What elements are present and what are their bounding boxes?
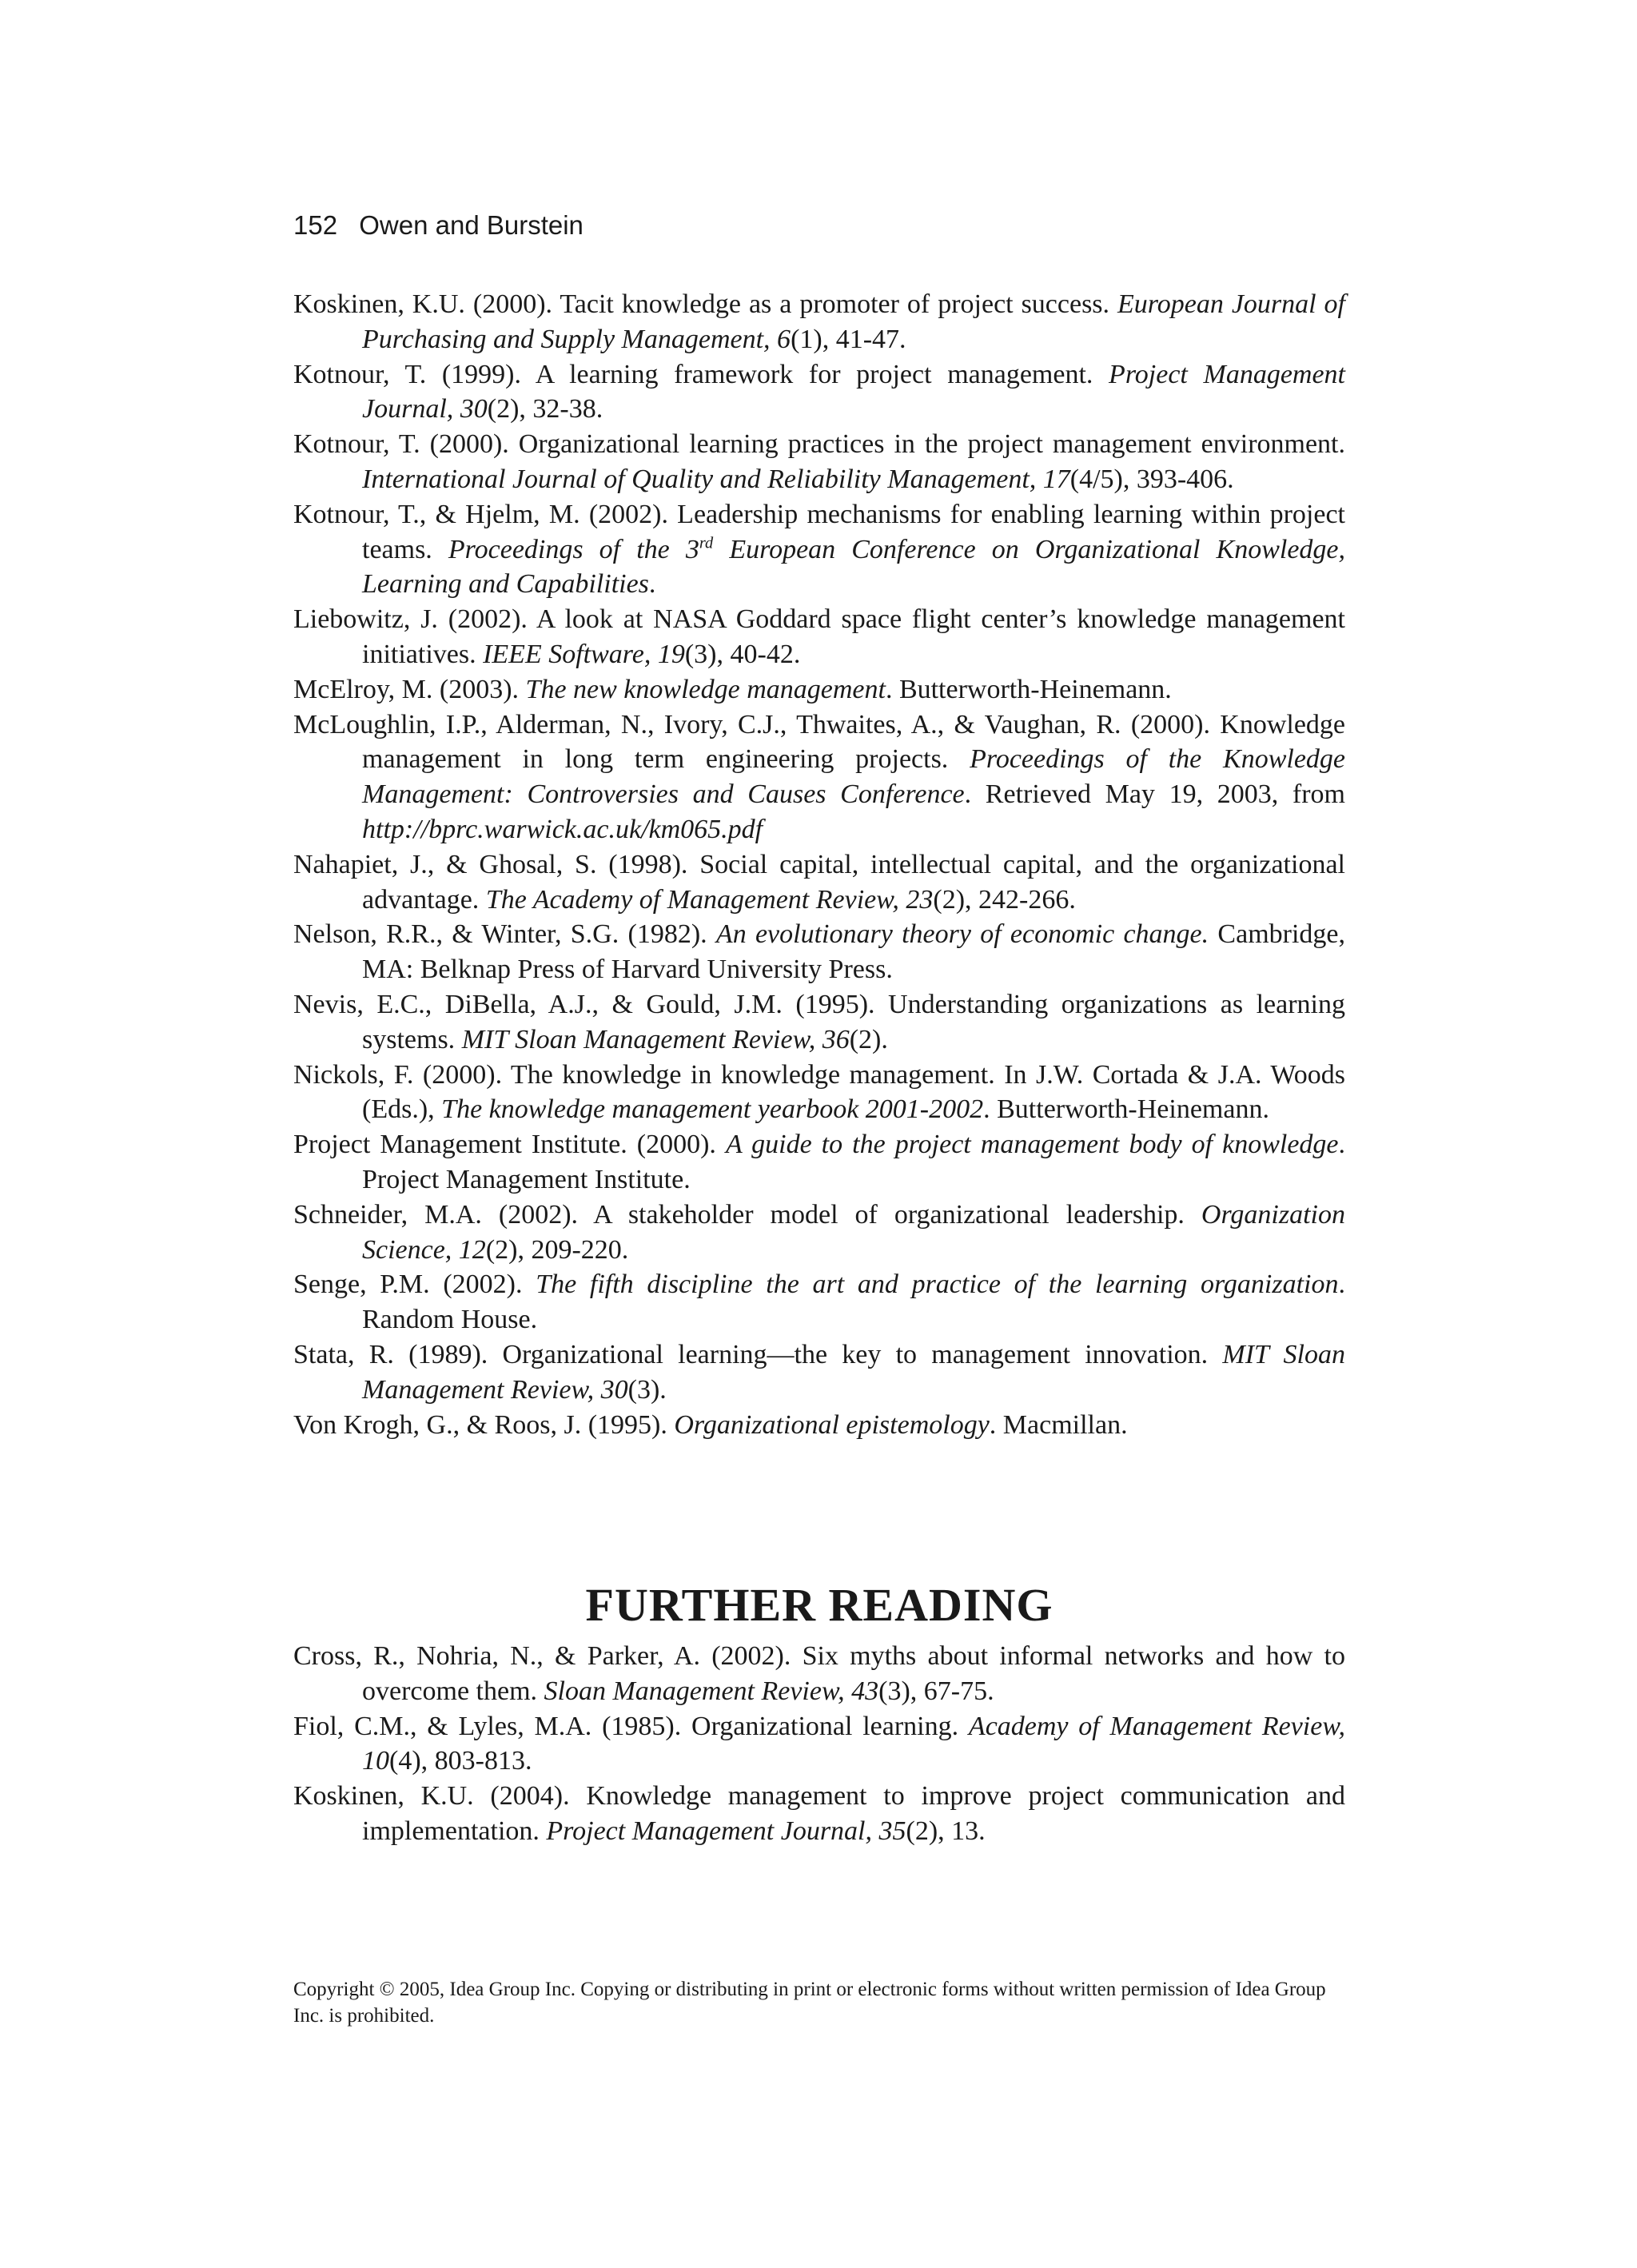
reference-entry bbox=[293, 1127, 1345, 1198]
reference-source: MIT Sloan Management Review, 36 bbox=[461, 1024, 850, 1054]
reference-tail: (2), 32-38. bbox=[487, 394, 603, 425]
page-number: 152 bbox=[293, 210, 338, 240]
section-heading: FURTHER READING bbox=[585, 1579, 1053, 1631]
reference-text: Kotnour, T., & Hjelm, M. (2002). Leadership mechanisms for enabling learning within project teams. bbox=[293, 499, 1345, 564]
reference-entry bbox=[293, 1779, 1345, 1849]
reference-tail: (2), 209-220. bbox=[485, 1234, 629, 1265]
reference-text: Koskinen, K.U. (2004). Knowledge management to improve project communication and implementation. bbox=[293, 1781, 1345, 1846]
reference-text: McLoughlin, I.P., Alderman, N., Ivory, C.J., Thwaites, A., & Vaughan, R. (2000). Knowledge management in long term engineering projects. bbox=[293, 709, 1345, 775]
reference-entry bbox=[293, 357, 1345, 428]
reference-text: Cross, R., Nohria, N., & Parker, A. (2002). Six myths about informal networks and how to overcome them. bbox=[293, 1641, 1345, 1706]
reference-entry bbox=[293, 287, 1345, 357]
reference-entry bbox=[293, 672, 1345, 708]
reference-text: Von Krogh, G., & Roos, J. (1995). bbox=[293, 1409, 675, 1440]
reference-text: Schneider, M.A. (2002). A stakeholder model of organizational leadership. bbox=[293, 1199, 1201, 1230]
copyright-notice: Copyright © 2005, Idea Group Inc. Copying or distributing in print or electronic forms without written permission of Idea Group Inc. is prohibited. bbox=[293, 1979, 1326, 2027]
reference-entry bbox=[293, 1058, 1345, 1128]
reference-entry bbox=[293, 497, 1345, 602]
reference-tail: (3), 40-42. bbox=[684, 639, 801, 669]
reference-source: The new knowledge management bbox=[525, 674, 886, 704]
reference-tail: . Retrieved May 19, 2003, from bbox=[964, 779, 1345, 810]
reference-tail: (1), 41-47. bbox=[791, 324, 906, 354]
reference-text: Nevis, E.C., DiBella, A.J., & Gould, J.M. (1995). Understanding organizations as learning systems. bbox=[293, 989, 1345, 1054]
reference-tail: . bbox=[648, 569, 656, 600]
reference-entry bbox=[293, 1337, 1345, 1408]
reference-text: Stata, R. (1989). Organizational learning—the key to management innovation. bbox=[293, 1339, 1223, 1369]
reference-entry bbox=[293, 1639, 1345, 1709]
reference-entry bbox=[293, 708, 1345, 847]
reference-source: IEEE Software, 19 bbox=[483, 639, 685, 669]
reference-source: MIT Sloan Management Review, 30 bbox=[362, 1339, 1345, 1405]
reference-url[interactable]: http://bprc.warwick.ac.uk/km065.pdf bbox=[362, 814, 763, 844]
reference-source: Organizational epistemology bbox=[674, 1409, 990, 1440]
running-title: Owen and Burstein bbox=[359, 210, 584, 240]
reference-source: Proceedings of the Knowledge Management: Controversies and Causes Conference bbox=[362, 744, 1346, 810]
reference-source-continued: European Conference on Organizational Knowledge, Learning and Capabilities bbox=[362, 534, 1346, 600]
reference-tail: (2), 13. bbox=[906, 1816, 986, 1846]
reference-source: Organization Science, 12 bbox=[362, 1199, 1345, 1265]
running-head bbox=[293, 209, 584, 241]
reference-entry bbox=[293, 1408, 1345, 1443]
reference-entry bbox=[293, 427, 1345, 497]
reference-entry bbox=[293, 1709, 1345, 1780]
reference-entry bbox=[293, 602, 1345, 672]
reference-tail: Cambridge, MA: Belknap Press of Harvard University Press. bbox=[362, 919, 1346, 985]
reference-source: The fifth discipline the art and practice of the learning organization bbox=[536, 1270, 1339, 1300]
reference-tail: . Project Management Institute. bbox=[362, 1130, 1345, 1194]
reference-tail: (2), 242-266. bbox=[933, 884, 1076, 915]
reference-source: The Academy of Management Review, 23 bbox=[485, 884, 934, 915]
reference-text: McElroy, M. (2003). bbox=[293, 674, 526, 704]
reference-text: Nickols, F. (2000). The knowledge in knowledge management. In J.W. Cortada & J.A. Woods (Eds.), bbox=[293, 1059, 1345, 1125]
reference-tail: . Butterworth-Heinemann. bbox=[983, 1094, 1269, 1125]
reference-entry bbox=[293, 1198, 1345, 1268]
reference-tail: (4), 803-813. bbox=[389, 1746, 532, 1776]
reference-tail: (3), 67-75. bbox=[878, 1676, 994, 1706]
reference-entry bbox=[293, 917, 1345, 987]
reference-source: A guide to the project management body of knowledge bbox=[725, 1130, 1339, 1160]
reference-source: International Journal of Quality and Reliability Management, 17 bbox=[362, 464, 1070, 494]
reference-tail: (3). bbox=[627, 1374, 667, 1405]
reference-source: Sloan Management Review, 43 bbox=[544, 1676, 879, 1706]
reference-entry bbox=[293, 987, 1345, 1058]
superscript-ordinal: rd bbox=[699, 534, 714, 552]
reference-text: Nahapiet, J., & Ghosal, S. (1998). Social capital, intellectual capital, and the organizational advantage. bbox=[293, 849, 1345, 915]
reference-entry bbox=[293, 1267, 1345, 1337]
reference-text: Fiol, C.M., & Lyles, M.A. (1985). Organizational learning. bbox=[293, 1711, 969, 1741]
reference-text: Kotnour, T. (1999). A learning framework for project management. bbox=[293, 359, 1109, 389]
reference-tail: (2). bbox=[849, 1024, 888, 1054]
reference-text: Project Management Institute. (2000). bbox=[293, 1130, 726, 1160]
reference-text: Kotnour, T. (2000). Organizational learning practices in the project management environment. bbox=[293, 429, 1345, 460]
reference-text: Nelson, R.R., & Winter, S.G. (1982). bbox=[293, 919, 716, 950]
reference-tail: (4/5), 393-406. bbox=[1069, 464, 1234, 494]
reference-entry bbox=[293, 847, 1345, 918]
reference-source: Academy of Management Review, 10 bbox=[362, 1711, 1345, 1776]
reference-source: Project Management Journal, 30 bbox=[362, 359, 1345, 425]
reference-source: European Journal of Purchasing and Supply Management, 6 bbox=[362, 289, 1345, 354]
reference-source: Project Management Journal, 35 bbox=[546, 1816, 906, 1846]
further-reading-list bbox=[293, 1639, 1345, 1849]
reference-tail: . Random House. bbox=[362, 1270, 1345, 1335]
reference-text: Senge, P.M. (2002). bbox=[293, 1270, 536, 1300]
reference-source: Proceedings of the 3 bbox=[448, 534, 699, 564]
reference-source: An evolutionary theory of economic change. bbox=[715, 919, 1209, 950]
reference-text: Koskinen, K.U. (2000). Tacit knowledge as a promoter of project success. bbox=[293, 289, 1118, 319]
reference-list bbox=[293, 287, 1345, 1442]
reference-text: Liebowitz, J. (2002). A look at NASA Goddard space flight center’s knowledge management initiatives. bbox=[293, 604, 1345, 669]
reference-tail: . Butterworth-Heinemann. bbox=[885, 674, 1172, 704]
reference-tail: . Macmillan. bbox=[989, 1409, 1128, 1440]
reference-source: The knowledge management yearbook 2001-2002 bbox=[441, 1094, 984, 1125]
